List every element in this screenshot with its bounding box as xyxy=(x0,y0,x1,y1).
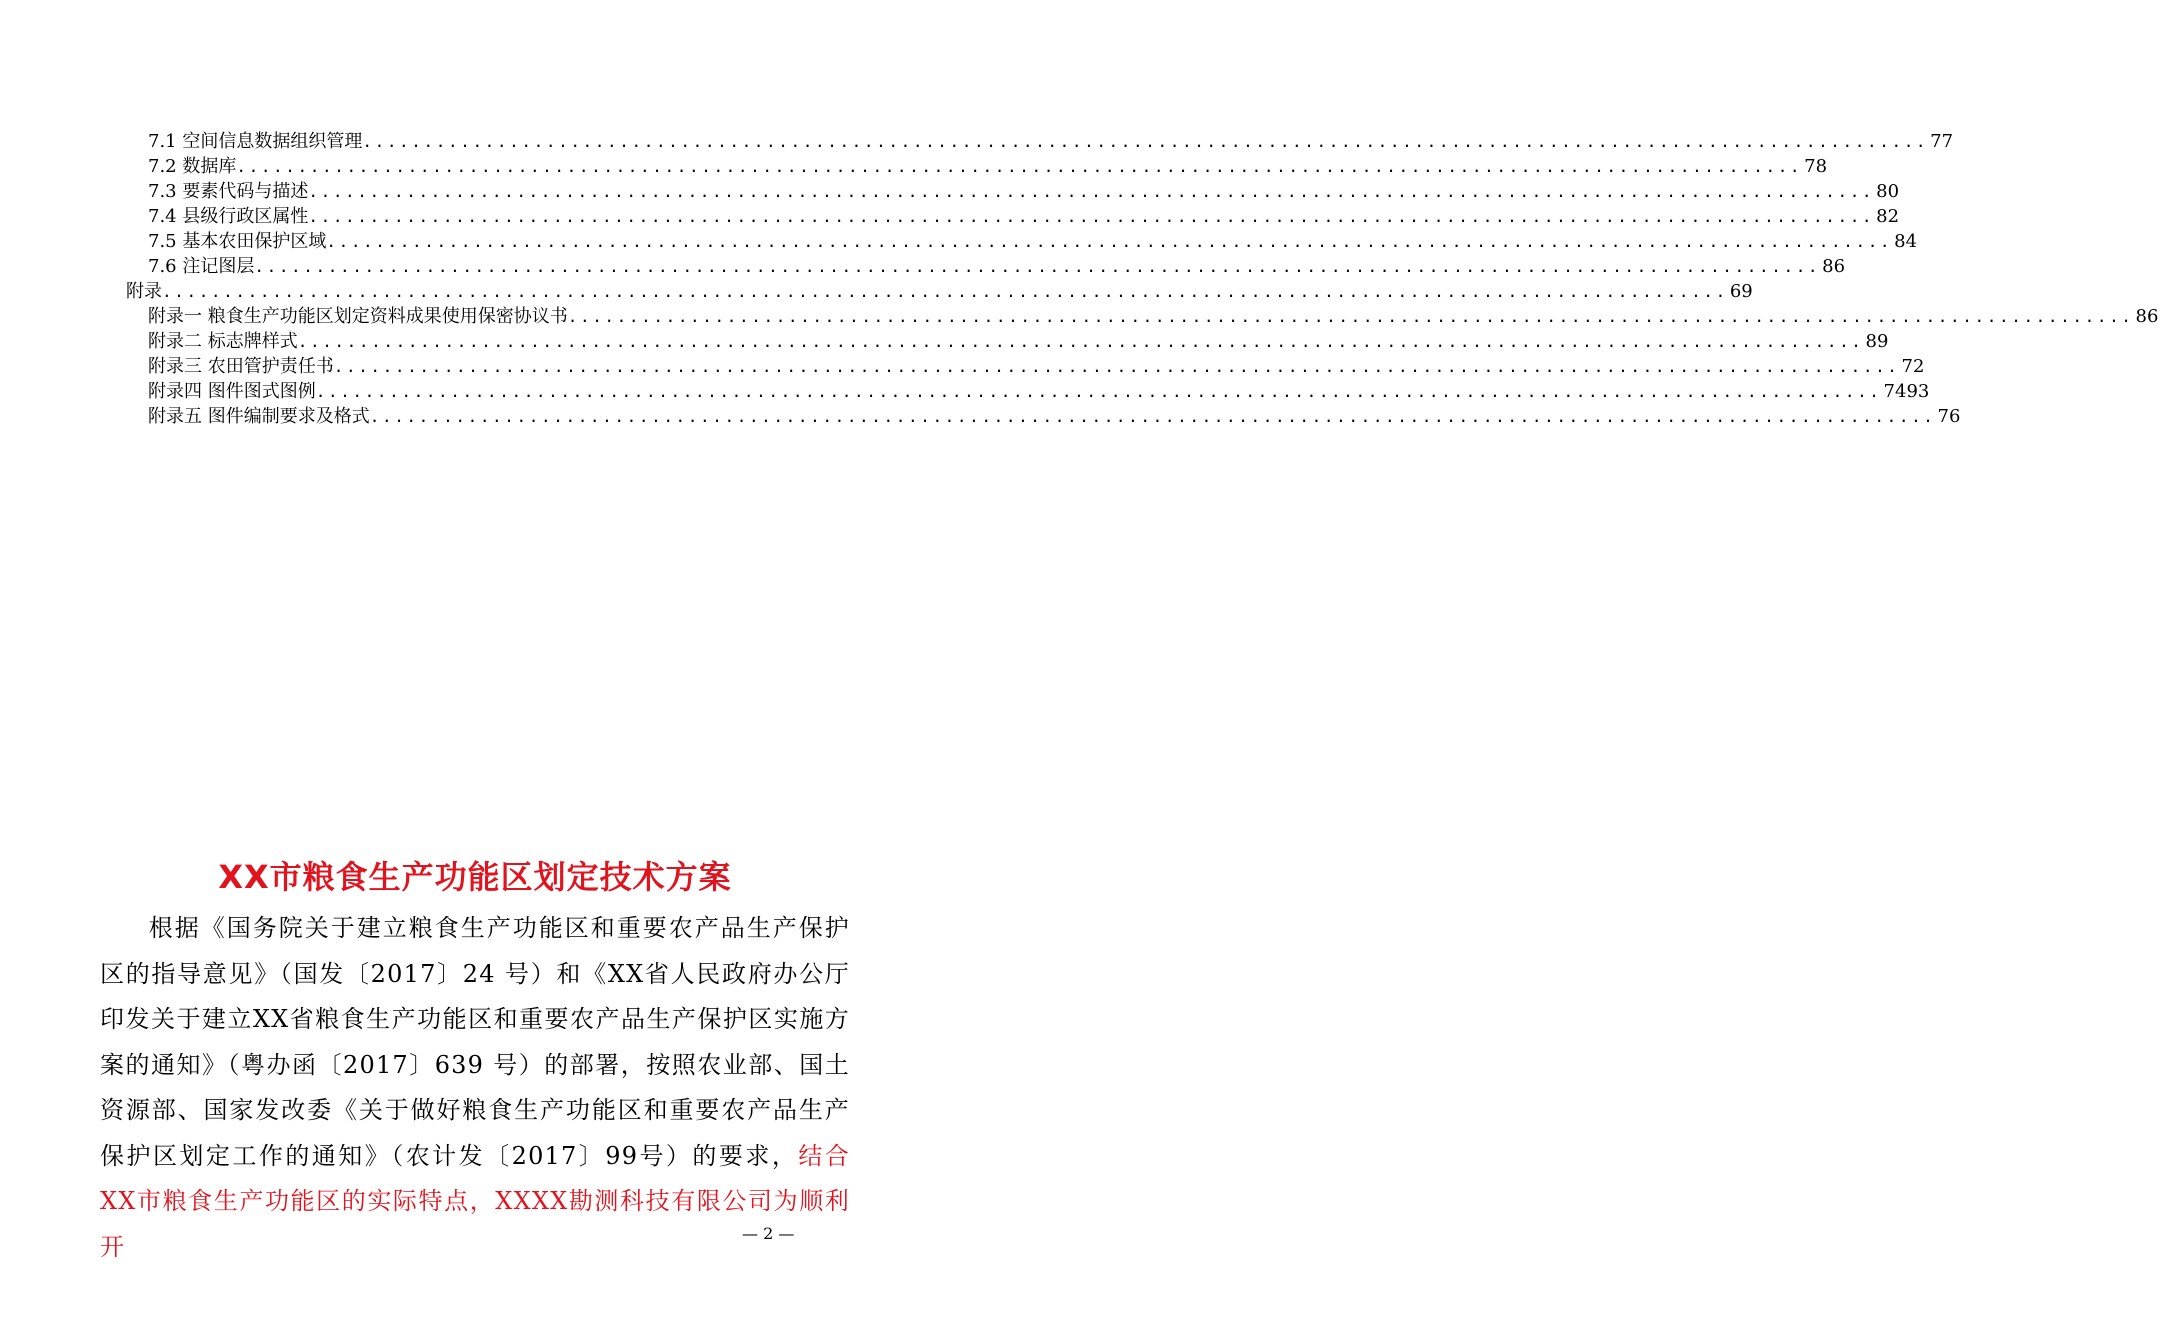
toc-entry-label: 附录二 标志牌样式 xyxy=(148,331,298,352)
toc-leader-dots: ................................................................................................................................ xyxy=(297,332,1864,351)
toc-entry[interactable] xyxy=(148,178,1900,204)
toc-entry-page: 86 xyxy=(2135,306,2158,327)
toc-entry-page: 77 xyxy=(1930,131,1954,152)
toc-entry[interactable] xyxy=(148,353,1925,379)
toc-entry-page: 69 xyxy=(1729,281,1753,302)
toc-entry[interactable] xyxy=(148,303,2158,329)
toc-entry[interactable] xyxy=(148,203,1900,229)
toc-leader-dots: ................................................................................................................................ xyxy=(362,132,1929,151)
toc-entry-label: 7.3 要素代码与描述 xyxy=(148,181,309,202)
toc-entry-page: 80 xyxy=(1876,181,1900,202)
toc-entry-page: 84 xyxy=(1894,231,1918,252)
toc-entry-page: 7493 xyxy=(1883,381,1930,402)
toc-entry-label: 7.5 基本农田保护区域 xyxy=(148,231,327,252)
toc-entry-label: 7.2 数据库 xyxy=(148,156,237,177)
toc-entry[interactable] xyxy=(148,378,1930,404)
toc-entry-label: 附录三 农田管护责任书 xyxy=(148,356,334,377)
toc-entry[interactable] xyxy=(148,328,1889,354)
document-title: XX市粮食生产功能区划定技术方案 xyxy=(218,858,732,896)
toc-leader-dots: ................................................................................................................................ xyxy=(315,382,1882,401)
toc-entry-label: 附录五 图件编制要求及格式 xyxy=(148,406,370,427)
toc-entry-page: 78 xyxy=(1804,156,1828,177)
body-paragraph xyxy=(100,906,850,1270)
toc-entry[interactable] xyxy=(148,253,1846,279)
paragraph-highlight-text: 结合XX市粮食生产功能区的实际特点，XXXX勘测科技有限公司为顺利开 xyxy=(100,1141,850,1261)
toc-leader-dots: ................................................................................................................................ xyxy=(567,307,2134,326)
toc-entry-page: 89 xyxy=(1865,331,1889,352)
page-number: — 2 — xyxy=(742,1224,795,1243)
toc-leader-dots: ................................................................................................................................ xyxy=(162,282,1728,301)
toc-entry-label: 7.1 空间信息数据组织管理 xyxy=(148,131,363,152)
toc-entry-label: 附录一 粮食生产功能区划定资料成果使用保密协议书 xyxy=(148,306,568,327)
toc-entry-page: 72 xyxy=(1901,356,1925,377)
toc-entry[interactable] xyxy=(126,278,1753,304)
toc-entry-page: 86 xyxy=(1822,256,1846,277)
toc-entry[interactable] xyxy=(148,153,1828,179)
toc-entry-page: 76 xyxy=(1937,406,1961,427)
toc-leader-dots: ................................................................................................................................ xyxy=(254,257,1821,276)
toc-leader-dots: ................................................................................................................................ xyxy=(308,207,1875,226)
toc-leader-dots: ................................................................................................................................ xyxy=(369,407,1936,426)
toc-entry-label: 7.6 注记图层 xyxy=(148,256,255,277)
toc-leader-dots: ................................................................................................................................ xyxy=(236,157,1803,176)
toc-entry-page: 82 xyxy=(1876,206,1900,227)
paragraph-text: 根据《国务院关于建立粮食生产功能区和重要农产品生产保护区的指导意见》（国发〔2017〕24 号）和《XX省人民政府办公厅印发关于建立XX省粮食生产功能区和重要农产品生产保护区实施方案的通知》（粤办函〔2017〕639 号）的部署，按照农业部、国土资源部、国家发改委《关于做好粮食生产功能区和重要农产品生产保护区划定工作的通知》（农计发〔2017〕99号）的要求， xyxy=(100,914,850,1170)
toc-entry-label: 7.4 县级行政区属性 xyxy=(148,206,309,227)
toc-leader-dots: ................................................................................................................................ xyxy=(326,232,1893,251)
toc-entry-label: 附录四 图件图式图例 xyxy=(148,381,316,402)
toc-leader-dots: ................................................................................................................................ xyxy=(333,357,1900,376)
toc-entry[interactable] xyxy=(148,228,1918,254)
toc-leader-dots: ................................................................................................................................ xyxy=(308,182,1875,201)
toc-entry-label: 附录 xyxy=(126,281,162,302)
toc-entry[interactable] xyxy=(148,128,1954,154)
toc-entry[interactable] xyxy=(148,403,1961,429)
